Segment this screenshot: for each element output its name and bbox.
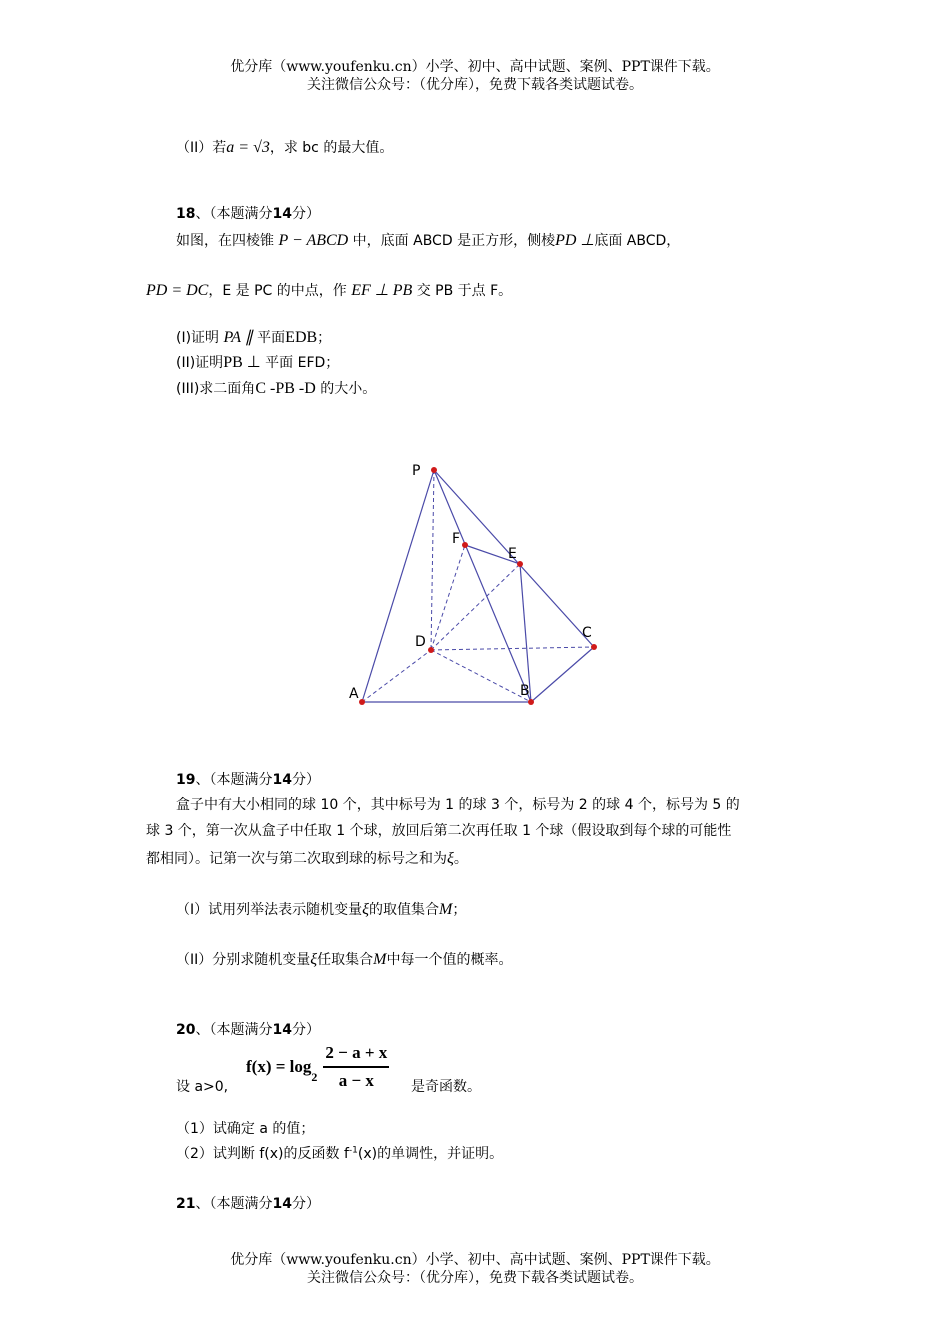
q19-heading xyxy=(176,769,320,789)
figure-hidden-edges xyxy=(362,470,594,702)
edge-EB xyxy=(520,564,531,702)
q18-intro-c: 底面 ABCD， xyxy=(594,233,681,249)
q18-part3-text: 的大小。 xyxy=(320,381,377,397)
edge-BC xyxy=(531,647,594,702)
q21-score-prefix: 、（本题满分 xyxy=(195,1196,273,1212)
q18-line2-math1: PD = DC xyxy=(146,282,209,299)
q19-part2-b: 任取集合 xyxy=(317,952,374,968)
q18-part2 xyxy=(176,352,339,372)
q17-part2-suffix: ，求 bc 的最大值。 xyxy=(269,140,394,156)
q21-score-suffix: 分） xyxy=(291,1196,320,1212)
q19-part2-end: 中每一个值的概率。 xyxy=(386,952,513,968)
q18-part2-math: PB ⊥ xyxy=(223,354,261,371)
q18-line2-b: 交 PB 于点 F。 xyxy=(416,283,513,299)
q18-line2-a: ，E 是 PC 的中点，作 xyxy=(208,283,347,299)
q20-heading xyxy=(176,1019,320,1039)
q19-part1-end: ； xyxy=(452,902,467,918)
q19-part1 xyxy=(176,899,466,919)
q18-part2-text: 平面 EFD； xyxy=(265,355,340,371)
q19-score: 14 xyxy=(272,772,292,788)
q21-heading xyxy=(176,1193,320,1213)
q18-part3-label: (III)求二面角 xyxy=(176,381,256,397)
page-header xyxy=(0,58,950,94)
q20-function xyxy=(246,1043,389,1091)
edge-PA xyxy=(362,470,434,702)
q18-intro-math2: PD ⊥ xyxy=(555,232,595,249)
vertex-E xyxy=(517,561,523,567)
q20-func-lhs: f(x) = log xyxy=(246,1057,312,1076)
q18-part2-label: (II)证明 xyxy=(176,355,224,371)
q19-part1-math1: ξ xyxy=(362,901,369,918)
q18-part3-math: C -PB -D xyxy=(255,380,316,397)
label-A: A xyxy=(349,686,359,702)
q18-number: 18 xyxy=(176,206,196,222)
page-footer xyxy=(0,1251,950,1287)
vertex-P xyxy=(431,467,437,473)
vertex-C xyxy=(591,644,597,650)
edge-PD xyxy=(431,470,434,650)
vertex-D xyxy=(428,647,434,653)
q18-part1-end: ； xyxy=(317,330,332,346)
q20-part2-sup: -1 xyxy=(348,1145,358,1156)
q20-score: 14 xyxy=(272,1022,292,1038)
q18-part3 xyxy=(176,378,376,398)
q20-func-numerator: 2 − a + x xyxy=(323,1043,389,1068)
label-F: F xyxy=(452,531,461,547)
figure-vertices xyxy=(359,467,597,705)
vertex-B xyxy=(528,699,534,705)
q17-part2 xyxy=(176,137,393,157)
q18-score: 14 xyxy=(272,206,292,222)
q18-intro-a: 如图，在四棱锥 xyxy=(176,233,274,249)
figure-solid-edges xyxy=(362,470,594,702)
label-B: B xyxy=(520,683,530,699)
label-D: D xyxy=(415,634,426,650)
q20-intro-prefix: 设 a>0, xyxy=(176,1079,229,1095)
edge-DE xyxy=(431,564,520,650)
q20-func-base: 2 xyxy=(311,1070,318,1084)
q18-score-suffix: 分） xyxy=(291,206,320,222)
q21-score: 14 xyxy=(272,1196,292,1212)
q18-part1-label: (I)证明 xyxy=(176,330,220,346)
q20-fraction xyxy=(323,1043,389,1091)
vertex-F xyxy=(462,542,468,548)
q19-number: 19 xyxy=(176,772,196,788)
q19-line3-a: 都相同）。记第一次与第二次取到球的标号之和为 xyxy=(146,851,447,867)
q20-part2-b: (x)的单调性，并证明。 xyxy=(357,1146,504,1162)
edge-PB xyxy=(434,470,531,702)
q19-line1: 盒子中有大小相同的球 10 个，其中标号为 1 的球 3 个，标号为 2 的球 4 个，标号为 5 的 xyxy=(176,797,740,813)
q19-part1-math2: M xyxy=(439,901,453,918)
q19-part1-b: 的取值集合 xyxy=(369,902,439,918)
q19-line3-math: ξ xyxy=(447,850,454,867)
edge-DB xyxy=(431,650,531,702)
label-C: C xyxy=(582,625,592,641)
q20-score-prefix: 、（本题满分 xyxy=(195,1022,273,1038)
q18-intro-b: 中，底面 ABCD 是正方形，侧棱 xyxy=(352,233,556,249)
q18-part1 xyxy=(176,327,331,347)
q20-score-suffix: 分） xyxy=(291,1022,320,1038)
q17-part2-math: a = √3 xyxy=(226,139,270,156)
q20-intro-end: 是奇函数。 xyxy=(411,1079,481,1095)
header-line-2: 关注微信公众号：（优分库），免费下载各类试题试卷。 xyxy=(307,77,643,93)
q18-line2-math2: EF ⊥ PB xyxy=(351,282,413,299)
q20-func-denominator: a − x xyxy=(338,1071,374,1090)
label-E: E xyxy=(508,546,517,562)
q19-line2: 球 3 个，第一次从盒子中任取 1 个球，放回后第二次再任取 1 个球（假设取到每个球的可能性 xyxy=(146,823,732,839)
footer-line-1: 优分库（www.youfenku.cn）小学、初中、高中试题、案例、PPT课件下载。 xyxy=(230,1252,720,1268)
q20-part2 xyxy=(176,1143,503,1163)
q19-line3 xyxy=(146,848,468,868)
q20-number: 20 xyxy=(176,1022,196,1038)
edge-AD xyxy=(362,650,431,702)
q20-part2-a: （2）试判断 f(x)的反函数 f xyxy=(176,1146,349,1162)
q20-part1: （1）试确定 a 的值； xyxy=(176,1121,315,1137)
q18-intro xyxy=(176,230,680,250)
q19-part2-math2: M xyxy=(373,951,387,968)
q18-part1-math: PA ∥ xyxy=(223,329,253,346)
q18-line2 xyxy=(146,280,512,300)
label-P: P xyxy=(412,463,421,479)
vertex-A xyxy=(359,699,365,705)
q19-part2-math1: ξ xyxy=(310,951,318,968)
edge-DC xyxy=(431,647,594,650)
q18-intro-math1: P − ABCD xyxy=(278,232,349,249)
q19-part2-a: （II）分别求随机变量 xyxy=(176,952,311,968)
q18-part1-text: 平面 xyxy=(257,330,286,346)
header-line-1: 优分库（www.youfenku.cn）小学、初中、高中试题、案例、PPT课件下载。 xyxy=(230,59,720,75)
q19-part1-a: （Ⅰ）试用列举法表示随机变量 xyxy=(176,902,363,918)
q19-score-suffix: 分） xyxy=(291,772,320,788)
q18-score-prefix: 、（本题满分 xyxy=(195,206,273,222)
q19-part2 xyxy=(176,949,512,969)
q18-heading xyxy=(176,203,320,223)
q18-part1-plane: EDB xyxy=(285,329,318,346)
q17-part2-prefix: （II）若 xyxy=(176,140,227,156)
q19-score-prefix: 、（本题满分 xyxy=(195,772,273,788)
pyramid-figure xyxy=(330,450,630,720)
q19-line3-end: 。 xyxy=(453,851,468,867)
q21-number: 21 xyxy=(176,1196,196,1212)
footer-line-2: 关注微信公众号：（优分库），免费下载各类试题试卷。 xyxy=(307,1270,643,1286)
